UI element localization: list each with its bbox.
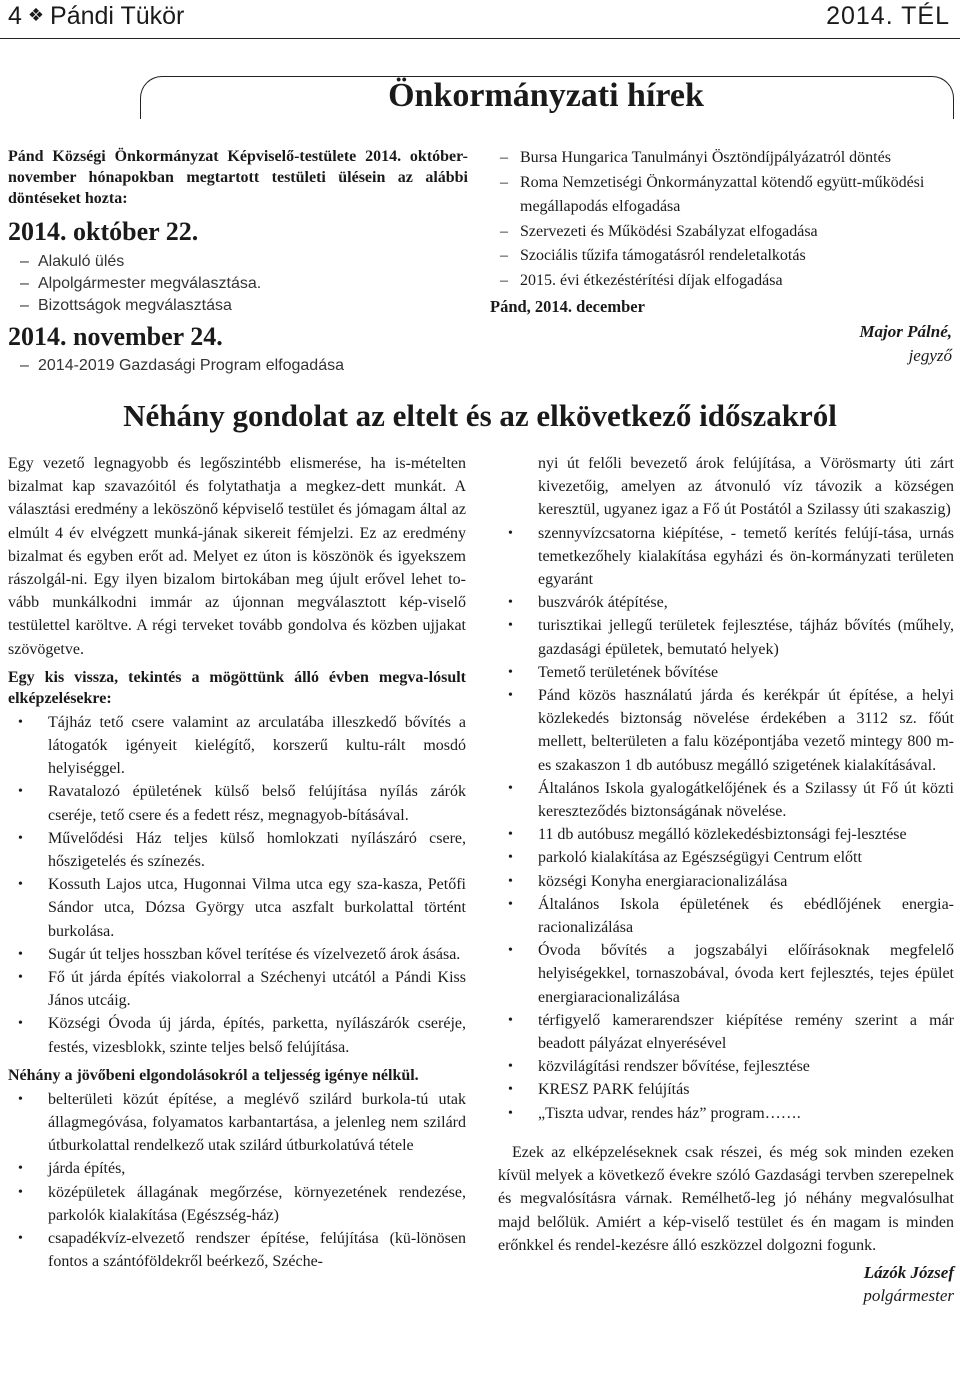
list-item: • KRESZ PARK felújítás: [498, 1078, 954, 1101]
list-item: • Kossuth Lajos utca, Hugonnai Vilma utca egy sza-kasza, Petőfi Sándor utca, Dózsa György utca aszfalt burkolattal történt burkolása.: [8, 873, 466, 943]
header-left: [8, 2, 184, 31]
list-item: – Bursa Hungarica Tanulmányi Ösztöndíjpályázatról döntés: [490, 146, 952, 171]
list-item: • Községi Óvoda új járda, építés, parketta, nyílászárók cseréje, festés, vizesblokk, szinte teljes belső felújítása.: [8, 1012, 466, 1058]
list-item: • térfigyelő kamerarendszer kiépítése remény szerint a már beadott pályázat elnyerésével: [498, 1009, 954, 1055]
future-list-right: [498, 522, 954, 1125]
past-heading: Egy kis vissza, tekintés a mögöttünk álló évben megva-lósult elképzelésekre:: [8, 668, 466, 707]
council-left-column: [8, 146, 468, 377]
council-date-2: 2014. november 24.: [8, 322, 223, 351]
list-item: • buszvárók átépítése,: [498, 591, 954, 614]
list-item: • belterületi közút építése, a meglévő szilárd burkola-tú utak állagmegóvása, folyamatos karbantartása, a jelenleg nem szilárd útburkolattal rendelkező utak szilárd útburkolatúvá tétele: [8, 1088, 466, 1158]
list-item: • Pánd közös használatú járda és kerékpár út építése, a helyi közlekedés biztonság növelése érdekében a 3112 sz. főút mellett, belterületen a falu középontjába vezető mintegy 800 m-es szakaszon 1 db autóbusz megálló szigetének kialakításával.: [498, 684, 954, 777]
list-item: • közvilágítási rendszer bővítése, fejlesztése: [498, 1055, 954, 1078]
council-list-3: [490, 146, 952, 293]
list-item: – 2015. évi étkezéstérítési díjak elfogadása: [490, 269, 952, 294]
header-rule: [0, 38, 960, 39]
past-list: [8, 711, 466, 1059]
list-item: – Szervezeti és Működési Szabályzat elfogadása: [490, 220, 952, 245]
article-left-column: [8, 452, 466, 1274]
list-item: • Temető területének bővítése: [498, 661, 954, 684]
list-item: • 11 db autóbusz megálló közlekedésbiztonsági fej-lesztése: [498, 823, 954, 846]
list-item: • parkoló kialakítása az Egészségügyi Centrum előtt: [498, 846, 954, 869]
list-item: • Óvoda bővítés a jogszabályi előírásoknak megfelelő helyiségekkel, tornaszobával, óvoda kert fejlesztés, tejes épület energiaracionalizálása: [498, 939, 954, 1009]
issue-season: 2014. TÉL: [826, 2, 950, 30]
list-item: • járda építés,: [8, 1157, 466, 1180]
page-number: 4: [8, 2, 22, 30]
list-item: • Általános Iskola gyalogátkelőjének és a Szilassy út Fő út közti kereszteződés biztonságának növelése.: [498, 777, 954, 823]
publication-title: Pándi Tükör: [50, 2, 185, 30]
council-intro: Pánd Községi Önkormányzat Képviselő-testülete 2014. október-november hónapokban megtartott testületi ülésein az alábbi döntéseket hozta:: [8, 148, 468, 207]
list-item: • Tájház tető csere valamint az arculatába illeszkedő bővítés a látogatók igényeit kielégítő, korszerű kultu-rált mosdó helyiséggel.: [8, 711, 466, 781]
list-item: – Alakuló ülés: [8, 251, 468, 273]
closing-paragraph: Ezek az elképzeléseknek csak részei, és még sok minden ezeken kívül melyek a következő évekre szóló Gazdasági tervben szerepelnek és megvalósításra várnak. Remélhető-leg jó néhány megvalósulhat majd belőlük. Amiért a kép-viselő testület és én magam is minden erőnkkel és rendel-kezésre álló eszközzel dolgozni fogunk.: [498, 1143, 954, 1254]
list-item: • Sugár út teljes hosszban kővel terítése és vízelvezető árok ásása.: [8, 943, 466, 966]
article-right-column: [498, 452, 954, 1307]
page-header: [0, 0, 960, 40]
list-item: • középületek állagának megőrzése, környezetének rendezése, parkolók kialakítása (Egészség-ház): [8, 1181, 466, 1227]
council-right-column: [490, 146, 952, 368]
list-item: – Szociális tűzifa támogatásról rendeletalkotás: [490, 244, 952, 269]
list-item: • Fő út járda építés viakolorral a Széchenyi utcától a Pándi Kiss János utcáig.: [8, 966, 466, 1012]
list-item: • községi Konyha energiaracionalizálása: [498, 870, 954, 893]
list-item: • turisztikai jellegű területek fejlesztése, tájház bővítés (műhely, gazdasági épületek, bemutató helyek): [498, 614, 954, 660]
section-title: Önkormányzati hírek: [388, 77, 704, 114]
diamond-icon: ❖: [27, 5, 45, 25]
council-date-1: 2014. október 22.: [8, 217, 199, 246]
list-item: • Ravatalozó épületének külső belső felújítása nyílás zárók cseréje, tető csere és a fedett rész, megnagyob-bításával.: [8, 780, 466, 826]
future-heading: Néhány a jövőbeni elgondolásokról a teljesség igénye nélkül.: [8, 1066, 419, 1084]
list-item: • Művelődési Ház teljes külső homlokzati nyílászáró csere, hőszigetelés és színezés.: [8, 827, 466, 873]
list-item: – Roma Nemzetiségi Önkormányzattal kötendő együtt-működési megállapodás elfogadása: [490, 171, 952, 220]
list-item: – Bizottságok megválasztása: [8, 295, 468, 317]
list-item: • csapadékvíz-elvezető rendszer építése, felújítása (kü-lönösen fontos a szántóföldekről beérkező, Széche-: [8, 1227, 466, 1273]
article-title: Néhány gondolat az eltelt és az elkövetkező időszakról: [123, 398, 837, 433]
council-list-2: [8, 355, 468, 377]
list-item: • szennyvízcsatorna kiépítése, - temető kerítés felújí-tása, urnás temetkezőhely kialakítása egyházi és ön-kormányzati területen egyaránt: [498, 522, 954, 592]
signer-title: jegyző: [908, 346, 952, 365]
article-intro: Egy vezető legnagyobb és legőszintébb elismerése, ha is-mételten bizalmat kap szavazóitól és folytathatja a megkez-dett munkát. A választási eredmény a leköszönő képviselő testület és jómagam által az elmúlt 4 év elvégzett munká-jának sikereit fémjelzi. Ez az eredmény bizalmat és egyben erőt ad. Melyet ez úton is köszönök és igyekszem rászolgál-ni. Egy ilyen bizalom birtokában meg újult erővel lehet to-vább munkálkodni immár az újonnan megválasztott kép-viselő testülettel karöltve. A régi terveket tovább gondolva és közben ujjakat szövögetve.: [8, 455, 466, 658]
signer-name: Major Pálné,: [859, 322, 952, 341]
list-item: – Alpolgármester megválasztása.: [8, 273, 468, 295]
council-list-1: [8, 251, 468, 317]
author-name: Lázók József: [863, 1262, 954, 1282]
list-item: • Általános Iskola épületének és ebédlőjének energia-racionalizálása: [498, 893, 954, 939]
place-date: Pánd, 2014. december: [490, 297, 645, 316]
list-item: • „Tiszta udvar, rendes ház” program…….: [498, 1102, 954, 1125]
list-item: – 2014-2019 Gazdasági Program elfogadása: [8, 355, 468, 377]
list-continuation: nyi út felőli bevezető árok felújítása, a Vörösmarty úti zárt kivezetőig, amelyen az átvonuló víz távozik a községen keresztül, ugyanez igaz a Fő út Postától a Szilassy úti szakaszig): [538, 455, 954, 519]
future-list-left: [8, 1088, 466, 1274]
author-title: polgármester: [863, 1285, 954, 1305]
